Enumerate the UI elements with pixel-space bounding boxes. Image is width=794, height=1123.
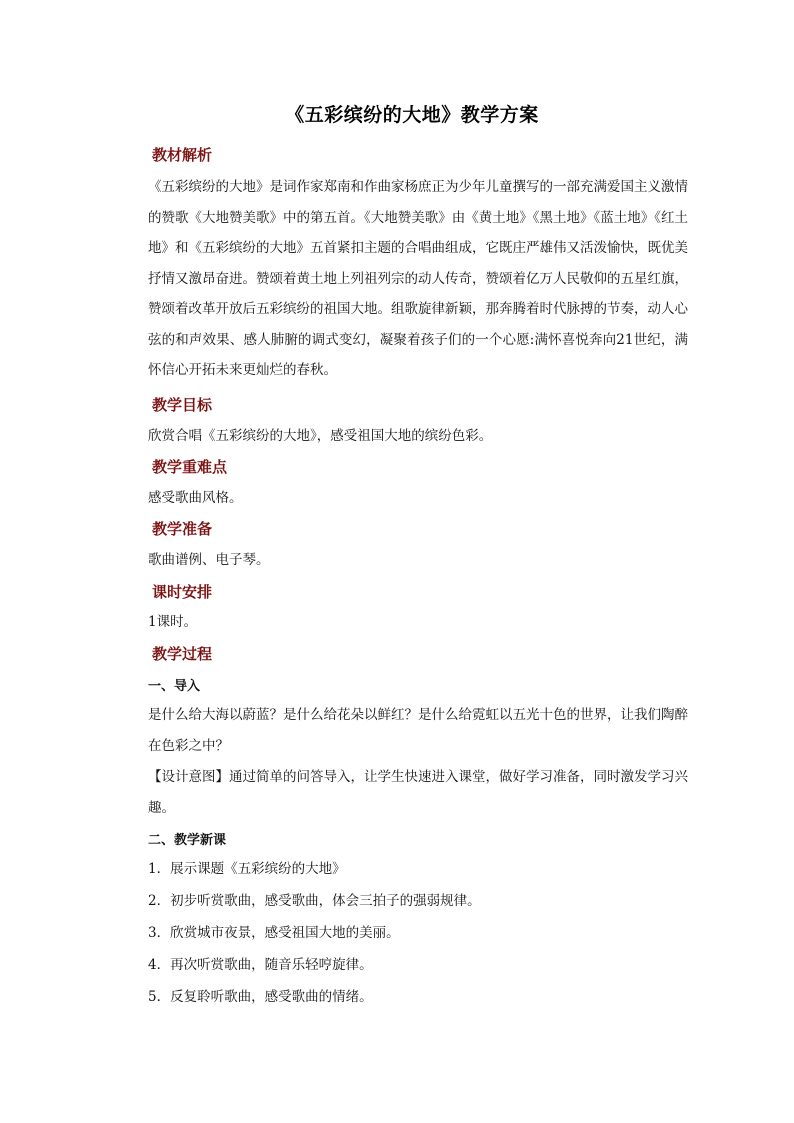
process-part2-heading: 二、教学新课 — [148, 833, 227, 848]
process-step: 5．反复聆听歌曲，感受歌曲的情绪。 — [148, 989, 373, 1005]
heading-schedule: 课时安排 — [152, 583, 213, 601]
process-step: 2．初步听赏歌曲，感受歌曲，体会三拍子的强弱规律。 — [148, 893, 481, 909]
heading-analysis: 教材解析 — [152, 146, 213, 164]
process-part1-heading: 一、导入 — [148, 679, 201, 694]
preparation-text: 歌曲谱例、电子琴。 — [148, 552, 270, 568]
goals-text: 欣赏合唱《五彩缤纷的大地》，感受祖国大地的缤纷色彩。 — [148, 428, 493, 444]
process-step: 4．再次听赏歌曲，随音乐轻哼旋律。 — [148, 957, 373, 973]
process-part1-design: 【设计意图】通过简单的问答导入，让学生快速进入课堂，做好学习准备，同时激发学习兴趣。 — [148, 769, 688, 816]
analysis-paragraph: 《五彩缤纷的大地》是词作家郑南和作曲家杨庶正为少年儿童撰写的一部充满爱国主义激情的赞歌《大地赞美歌》中的第五首。《大地赞美歌》由《黄土地》《黑土地》《蓝土地》《红土地》和《五彩缤纷的大地》五首紧扣主题的合唱曲组成，它既庄严雄伟又活泼愉快，既优美抒情又激昂奋进。赞颂着黄土地上列祖列宗的动人传奇，赞颂着亿万人民敬仰的五星红旗，赞颂着改革开放后五彩缤纷的祖国大地。组歌旋律新颖，那奔腾着时代脉搏的节奏，动人心弦的和声效果、感人肺腑的调式变幻，凝聚着孩子们的一个心愿:满怀喜悦奔向21世纪，满怀信心开拓未来更灿烂的春秋。 — [148, 179, 688, 378]
heading-keypoints: 教学重难点 — [152, 458, 228, 476]
heading-goals: 教学目标 — [152, 396, 213, 414]
heading-process: 教学过程 — [152, 645, 213, 663]
process-step: 3．欣赏城市夜景，感受祖国大地的美丽。 — [148, 925, 400, 941]
keypoints-text: 感受歌曲风格。 — [148, 490, 243, 506]
document-title: 《五彩缤纷的大地》教学方案 — [285, 104, 539, 126]
schedule-text: 1课时。 — [148, 614, 198, 630]
process-part1-text: 是什么给大海以蔚蓝？是什么给花朵以鲜红？是什么给霓虹以五光十色的世界，让我们陶醉在色彩之中？ — [148, 707, 688, 754]
heading-preparation: 教学准备 — [152, 520, 213, 538]
process-step: 1．展示课题《五彩缤纷的大地》 — [148, 861, 346, 877]
